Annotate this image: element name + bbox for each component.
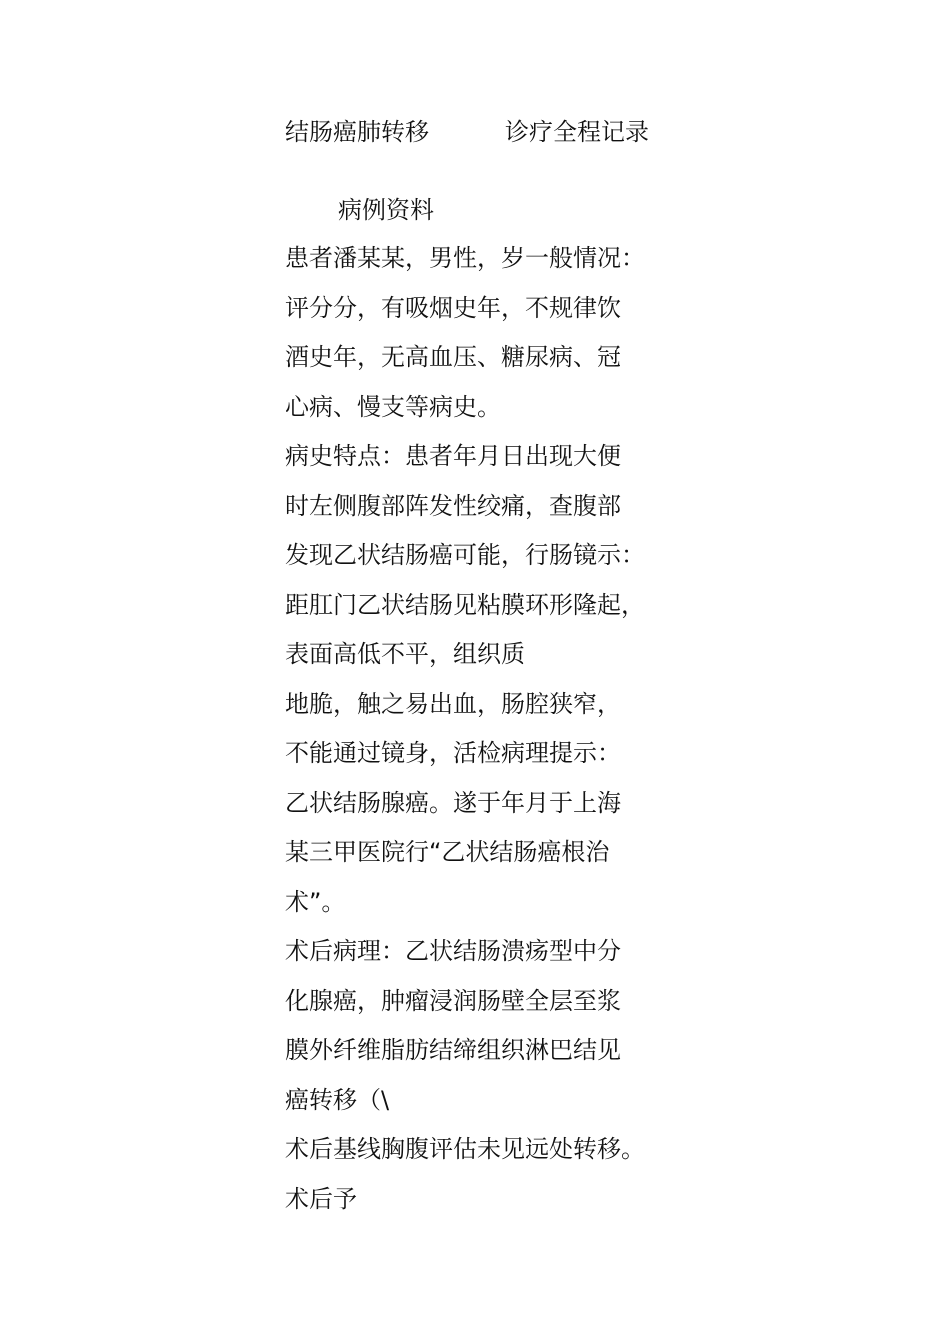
text-line: 发现乙状结肠癌可能，行肠镜示： [285, 541, 645, 569]
text-line: 评分分，有吸烟史年，不规律饮 [285, 293, 621, 322]
text-line: 乙状结肠腺癌。遂于年月于上海 [285, 788, 621, 817]
text-line: 术后予 [285, 1184, 357, 1213]
section-heading: 病例资料 [338, 196, 434, 224]
text-line: 时左侧腹部阵发性绞痛，查腹部 [285, 491, 621, 520]
text-line: 地脆，触之易出血，肠腔狭窄， [285, 689, 621, 718]
text-line: 表面高低不平，组织质 [285, 640, 525, 668]
document-title [285, 112, 685, 152]
text-line: 某三甲医院行“乙状结肠癌根治 [285, 838, 610, 866]
text-line: 膜外纤维脂肪结缔组织淋巴结见 [285, 1036, 621, 1064]
title-left-text: 结肠癌肺转移 [285, 118, 429, 146]
text-line: 患者潘某某，男性，岁一般情况： [285, 244, 645, 272]
text-line: 病史特点：患者年月日出现大便 [285, 442, 621, 470]
text-line: 术后病理：乙状结肠溃疡型中分 [285, 937, 621, 965]
title-right-text: 诊疗全程记录 [505, 118, 649, 146]
text-line: 术后基线胸腹评估未见远处转移。 [285, 1135, 645, 1163]
text-line: 不能通过镜身，活检病理提示： [285, 739, 621, 767]
text-line: 化腺癌，肿瘤浸润肠壁全层至浆 [285, 986, 621, 1015]
text-line: 酒史年，无高血压、糖尿病、冠 [285, 343, 621, 371]
text-line: 术”。 [285, 887, 346, 916]
text-line: 心病、慢支等病史。 [285, 392, 501, 421]
body-text [285, 238, 685, 1228]
text-line: 癌转移（\ [285, 1085, 390, 1114]
text-line: 距肛门乙状结肠见粘膜环形隆起， [285, 590, 645, 619]
